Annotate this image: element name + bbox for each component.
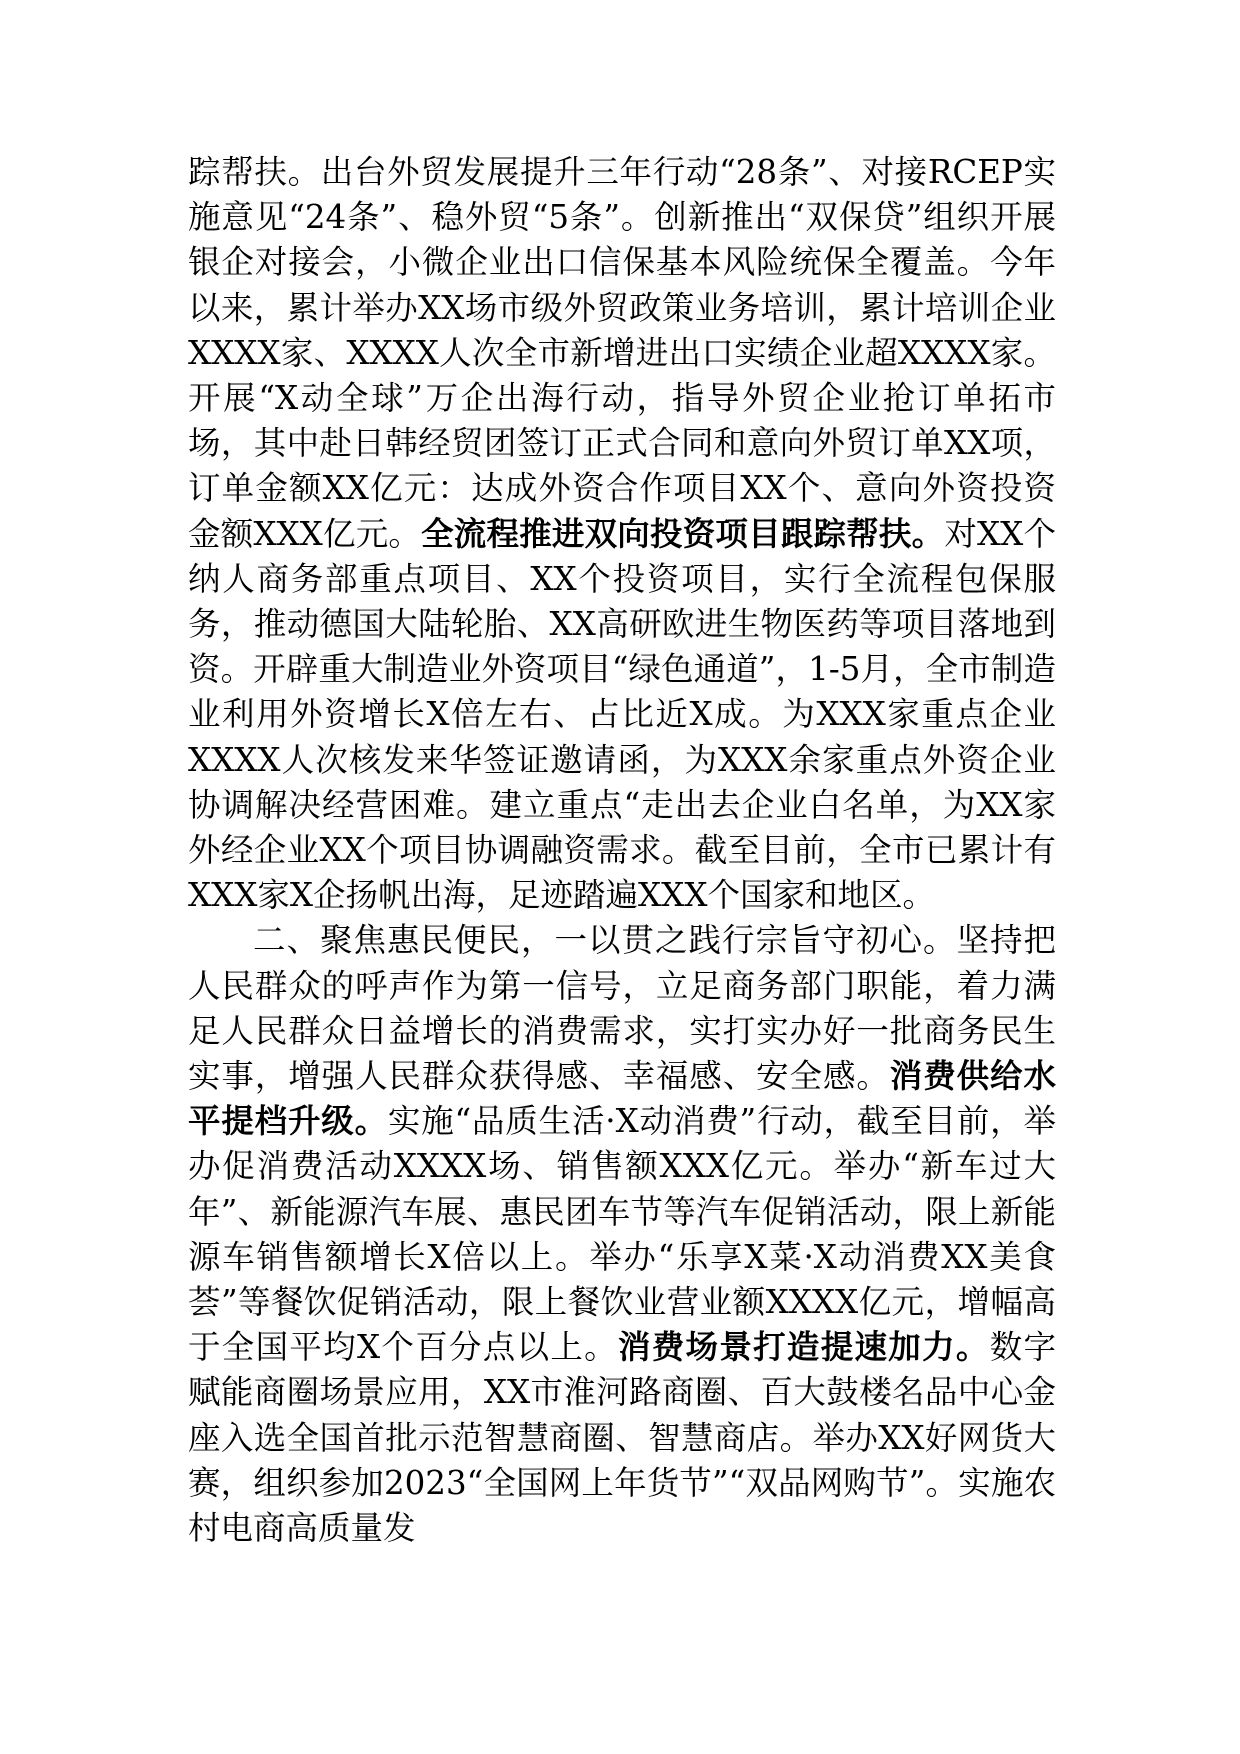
paragraph-2 — [188, 918, 1056, 1551]
document-page — [188, 150, 1056, 1551]
paragraph-2-bold-heading-2: 消费场景打造提速加力。 — [617, 1328, 990, 1367]
paragraph-2-text-1: 二、聚焦惠民便民，一以贯之践行宗旨守初心。坚持把人民群众的呼声作为第一信号，立足商务部门职能，着力满足人民群众日益增长的消费需求，实打实办好一批商务民生实事，增强人民群众获得感、幸福感、安全感。 — [188, 921, 1056, 1096]
paragraph-1-text-2: 对XX个纳人商务部重点项目、XX个投资项目，实行全流程包保服务，推动德国大陆轮胎、XX高研欧进生物医药等项目落地到资。开辟重大制造业外资项目“绿色通道”，1-5月，全市制造业利用外资增长X倍左右、占比近X成。为XXX家重点企业XXXX人次核发来华签证邀请函，为XXX余家重点外资企业协调解决经营困难。建立重点“走出去企业白名单，为XX家外经企业XX个项目协调融资需求。截至目前，全市已累计有XXX家X企扬帆出海，足迹踏遍XXX个国家和地区。 — [188, 514, 1056, 915]
paragraph-2-bold-heading-1: 消费供给水平提档升级。 — [188, 1057, 1056, 1141]
paragraph-2-text-3: 数字赋能商圈场景应用，XX市淮河路商圈、百大鼓楼名品中心金座入选全国首批示范智慧商圈、智慧商店。举办XX好网货大赛，组织参加2023“全国网上年货节”“双品网购节”。实施农村电商高质量发 — [188, 1328, 1056, 1548]
paragraph-1 — [188, 150, 1056, 918]
paragraph-1-text-1: 踪帮扶。出台外贸发展提升三年行动“28条”、对接RCEP实施意见“24条”、稳外贸“5条”。创新推出“双保贷”组织开展银企对接会，小微企业出口信保基本风险统保全覆盖。今年以来，累计举办XX场市级外贸政策业务培训，累计培训企业XXXX家、XXXX人次全市新增进出口实绩企业超XXXX家。开展“X动全球”万企出海行动，指导外贸企业抢订单拓市场，其中赴日韩经贸团签订正式合同和意向外贸订单XX项，订单金额XX亿元：达成外资合作项目XX个、意向外资投资金额XXX亿元。 — [188, 153, 1056, 553]
paragraph-1-bold-heading: 全流程推进双向投资项目跟踪帮扶。 — [421, 514, 945, 553]
paragraph-2-text-2: 实施“品质生活·X动消费”行动，截至目前，举办促消费活动XXXX场、销售额XXX亿元。举办“新车过大年”、新能源汽车展、惠民团车节等汽车促销活动，限上新能源车销售额增长X倍以上。举办“乐享X菜·X动消费XX美食荟”等餐饮促销活动，限上餐饮业营业额XXXX亿元，增幅高于全国平均X个百分点以上。 — [188, 1102, 1056, 1367]
